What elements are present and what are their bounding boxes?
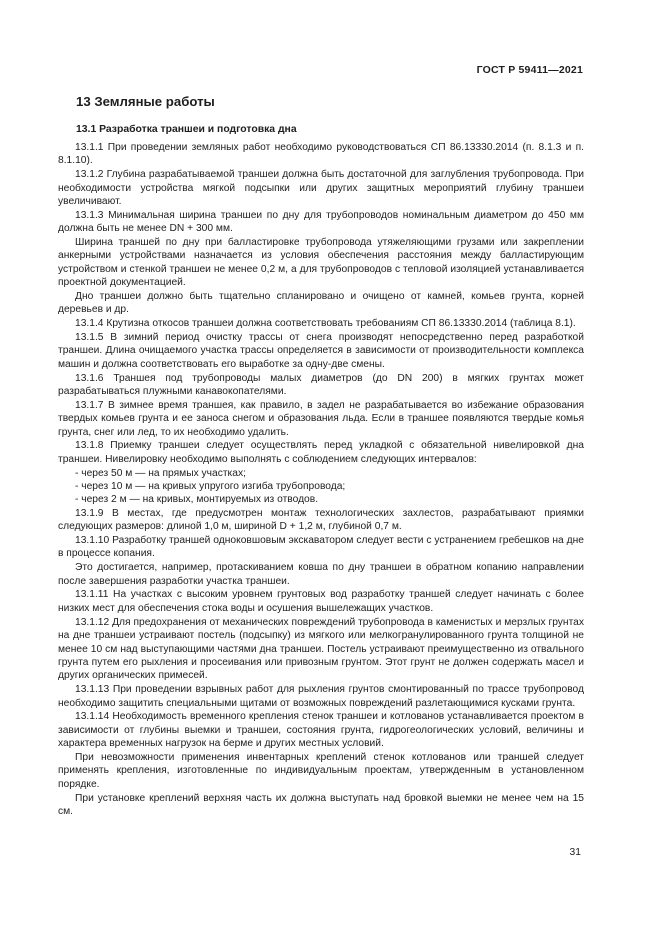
paragraph: 13.1.4 Крутизна откосов траншеи должна соответствовать требованиям СП 86.13330.2014 (таблица 8.1). bbox=[75, 318, 576, 330]
paragraph: 13.1.9 В местах, где предусмотрен монтаж технологических захлестов, разрабатывают приямки следующих размеров: длиной 1,0 м, шириной D + 1,2 м, глубиной 0,7 м. bbox=[58, 507, 584, 533]
paragraph: 13.1.2 Глубина разрабатываемой траншеи должна быть достаточной для заглубления трубопровода. При необходимости устройства мягкой подсыпки или других защитных мероприятий глубину траншеи увеличивают. bbox=[58, 169, 584, 208]
paragraph: Это достигается, например, протаскиванием ковша по дну траншеи в обратном копанию направлении после завершения разработки участка траншеи. bbox=[58, 562, 584, 587]
list-item: - через 50 м — на прямых участках; bbox=[75, 467, 246, 479]
paragraph: Ширина траншей по дну при балластировке трубопровода утяжеляющими грузами или закреплении анкерными устройствами назначается из условия обеспечения расстояния между балластирующим устройством и стенкой траншеи не менее 0,2 м, а для трубопроводов с тепловой изоляцией устанавливается проектной документацией. bbox=[58, 237, 584, 289]
body-text bbox=[58, 141, 584, 819]
paragraph: 13.1.8 Приемку траншеи следует осуществлять перед укладкой с обязательной нивелировкой дна траншеи. Нивелировку необходимо выполнять с соблюдением следующих интервалов: bbox=[58, 440, 584, 465]
paragraph: Дно траншеи должно быть тщательно спланировано и очищено от камней, комьев грунта, корней деревьев и др. bbox=[58, 291, 584, 316]
document-code-header: ГОСТ Р 59411—2021 bbox=[476, 64, 583, 76]
paragraph: 13.1.12 Для предохранения от механических повреждений трубопровода в каменистых и мерзлых грунтах на дне траншеи устраивают постель (подсыпку) из мягкого или мелкогранулированного грунта толщиной не менее 10 см над выступающими частями дна траншеи. Постель устраивают преимущественно из отвального грунта путем его рыхления и просеивания или привозным грунтом. Этот грунт не должен содержать масел и других органических примесей. bbox=[58, 616, 584, 682]
paragraph: 13.1.1 При проведении земляных работ необходимо руководствоваться СП 86.13330.2014 (п. 8.1.3 и п. 8.1.10). bbox=[58, 142, 584, 167]
paragraph: 13.1.5 В зимний период очистку трассы от снега производят непосредственно перед разработкой траншеи. Длина очищаемого участка трассы определяется в зависимости от производительности комплекса машин и должна соответствовать его выработке за одну-две смены. bbox=[58, 332, 584, 370]
paragraph: При установке креплений верхняя часть их должна выступать над бровкой выемки не менее чем на 15 см. bbox=[58, 792, 584, 817]
paragraph: 13.1.14 Необходимость временного крепления стенок траншеи и котлованов устанавливается проектом в зависимости от глубины выемки и траншеи, состояния грунта, гидрогеологических условий, величины и характера временных нагрузок на берме и других местных условий. bbox=[58, 711, 584, 750]
paragraph: 13.1.6 Траншея под трубопроводы малых диаметров (до DN 200) в мягких грунтах может разрабатываться плужными канавокопателями. bbox=[58, 372, 584, 398]
paragraph: 13.1.7 В зимнее время траншея, как правило, в задел не разрабатывается во избежание образования твердых комьев грунта и ее заноса снегом и образования льда. Если в траншее появляются твердые комья грунта, снег или лед, то их необходимо удалить. bbox=[58, 399, 584, 438]
paragraph: При невозможности применения инвентарных креплений стенок котлованов или траншей следует применять крепления, изготовленные по индивидуальным проектам, утвержденным в установленном порядке. bbox=[58, 751, 584, 790]
paragraph: 13.1.11 На участках с высоким уровнем грунтовых вод разработку траншей следует начинать с более низких мест для обеспечения стока воды и осушения вышележащих участков. bbox=[58, 589, 584, 614]
list-item: - через 2 м — на кривых, монтируемых из отводов. bbox=[75, 494, 319, 506]
paragraph: 13.1.3 Минимальная ширина траншеи по дну для трубопроводов номинальным диаметром до 450 мм должна быть не менее DN + 300 мм. bbox=[58, 209, 584, 235]
list-item: - через 10 м — на кривых упругого изгиба трубопровода; bbox=[75, 481, 346, 493]
subsection-title: 13.1 Разработка траншеи и подготовка дна bbox=[76, 124, 297, 135]
paragraph: 13.1.13 При проведении взрывных работ для рыхления грунтов смонтированный по трассе трубопровод необходимо защитить специальными щитами от возможных повреждений разлетающимися кусками грунта. bbox=[58, 684, 584, 709]
section-title: 13 Земляные работы bbox=[76, 94, 215, 109]
paragraph: 13.1.10 Разработку траншей одноковшовым экскаватором следует вести с устранением гребешков на дне в процессе копания. bbox=[58, 535, 584, 560]
page-number: 31 bbox=[569, 847, 581, 858]
